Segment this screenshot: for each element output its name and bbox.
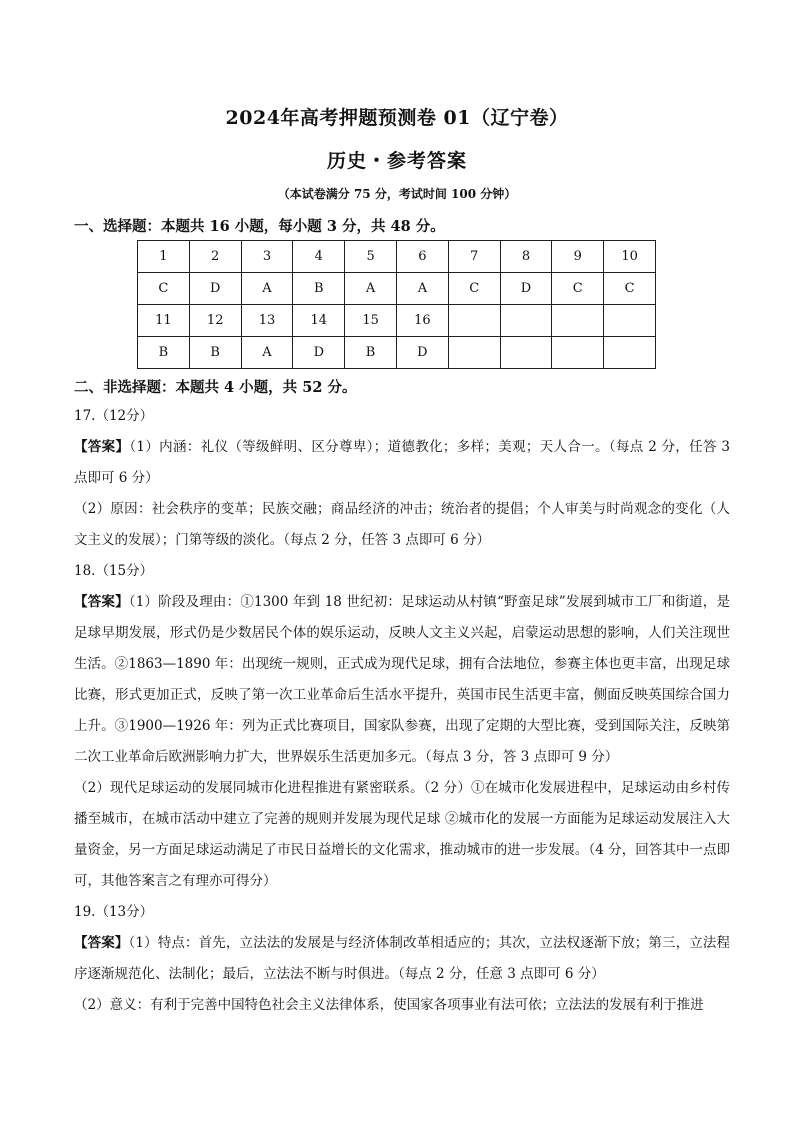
table-cell: 14 xyxy=(293,305,345,337)
answer-tag: 【答案】 xyxy=(74,935,129,951)
table-cell: 6 xyxy=(396,241,448,273)
answer-text: （1）内涵：礼仪（等级鲜明、区分尊卑）；道德教化；多样；美观；天人合一。（每点 2 分，任答 3 点即可 6 分） xyxy=(74,439,731,486)
answer-table xyxy=(137,240,656,369)
q18-answer-2: （2）现代足球运动的发展同城市化进程推进有紧密联系。（2 分）①在城市化发展进程中，足球运动由乡村传播至城市，在城市活动中建立了完善的规则并发展为现代足球 ②城市化的发展一方面能为足球运动发展注入大量资金，另一方面足球运动满足了市民日益增长的文化需求，推动城市的进一步发展。（4 分，回答其中一点即可，其他答案言之有理亦可得分） xyxy=(74,780,730,889)
answer-text: （1）特点：首先，立法法的发展是与经济体制改革相适应的；其次，立法权逐渐下放；第三，立法程序逐渐规范化、法制化；最后，立法法不断与时俱进。（每点 2 分，任意 3 点即可 6 分） xyxy=(74,935,730,982)
q17-label: 17.（12分） xyxy=(74,408,154,424)
answer-tag: 【答案】 xyxy=(74,594,129,610)
table-cell xyxy=(552,337,604,369)
table-cell: 16 xyxy=(396,305,448,337)
table-cell: C xyxy=(138,273,190,305)
table-cell xyxy=(448,337,500,369)
table-row xyxy=(138,241,656,273)
table-cell: B xyxy=(293,273,345,305)
exam-note: （本试卷满分 75 分，考试时间 100 分钟） xyxy=(277,187,517,201)
table-cell: B xyxy=(138,337,190,369)
table-cell: 15 xyxy=(345,305,397,337)
table-cell: 7 xyxy=(448,241,500,273)
table-cell: C xyxy=(604,273,656,305)
table-cell: A xyxy=(345,273,397,305)
q19-label: 19.（13分） xyxy=(74,904,154,920)
table-cell: D xyxy=(396,337,448,369)
table-cell: 9 xyxy=(552,241,604,273)
table-cell: D xyxy=(189,273,241,305)
table-cell: B xyxy=(189,337,241,369)
table-cell xyxy=(604,305,656,337)
table-cell: B xyxy=(345,337,397,369)
table-row xyxy=(138,273,656,305)
table-cell: A xyxy=(241,273,293,305)
table-cell: A xyxy=(241,337,293,369)
table-cell: C xyxy=(448,273,500,305)
answers-body xyxy=(74,401,730,1021)
answer-tag: 【答案】 xyxy=(74,439,130,455)
table-cell: 5 xyxy=(345,241,397,273)
table-cell: 4 xyxy=(293,241,345,273)
table-cell: D xyxy=(293,337,345,369)
table-cell: 3 xyxy=(241,241,293,273)
table-cell xyxy=(604,337,656,369)
table-cell: 2 xyxy=(189,241,241,273)
page-subtitle: 历史・参考答案 xyxy=(326,150,467,172)
section2-heading: 二、非选择题：本题共 4 小题，共 52 分。 xyxy=(74,379,357,396)
answer-text: （1）阶段及理由：①1300 年到 18 世纪初：足球运动从村镇“野蛮足球”发展到城市工厂和街道，是足球早期发展，形式仍是少数居民个体的娱乐运动，反映人文主义兴起，启蒙运动思想的影响，人们关注现世生活。②1863—1890 年：出现统一规则，正式成为现代足球，拥有合法地位，参赛主体也更丰富，出现足球比赛，形式更加正式，反映了第一次工业革命后生活水平提升，英国市民生活更丰富，侧面反映英国综合国力上升。③1900—1926 年：列为正式比赛项目，国家队参赛，出现了定期的大型比赛，受到国际关注，反映第二次工业革命后欧洲影响力扩大，世界娱乐生活更加多元。（每点 3 分，答 3 点即可 9 分） xyxy=(74,594,730,765)
table-cell: C xyxy=(552,273,604,305)
table-cell xyxy=(500,305,552,337)
table-cell xyxy=(552,305,604,337)
table-cell: 10 xyxy=(604,241,656,273)
q18-answer-1 xyxy=(74,587,730,773)
table-cell: 1 xyxy=(138,241,190,273)
section1-heading: 一、选择题：本题共 16 小题，每小题 3 分，共 48 分。 xyxy=(74,218,445,235)
table-cell: 11 xyxy=(138,305,190,337)
table-cell xyxy=(448,305,500,337)
table-cell: 12 xyxy=(189,305,241,337)
table-cell: 8 xyxy=(500,241,552,273)
q17-answer-1 xyxy=(74,432,730,494)
q17-answer-2: （2）原因：社会秩序的变革；民族交融；商品经济的冲击；统治者的提倡；个人审美与时尚观念的变化（人文主义的发展）；门第等级的淡化。（每点 2 分，任答 3 点即可 6 分） xyxy=(74,501,730,548)
q18-label: 18.（15分） xyxy=(74,563,154,579)
q19-answer-1 xyxy=(74,928,730,990)
q19-answer-2: （2）意义：有利于完善中国特色社会主义法律体系，使国家各项事业有法可依；立法法的发展有利于推进 xyxy=(74,997,704,1013)
table-cell xyxy=(500,337,552,369)
table-row xyxy=(138,337,656,369)
table-cell: 13 xyxy=(241,305,293,337)
table-row xyxy=(138,305,656,337)
table-cell: A xyxy=(396,273,448,305)
page-title: 2024年高考押题预测卷 01（辽宁卷） xyxy=(225,107,569,129)
table-cell: D xyxy=(500,273,552,305)
